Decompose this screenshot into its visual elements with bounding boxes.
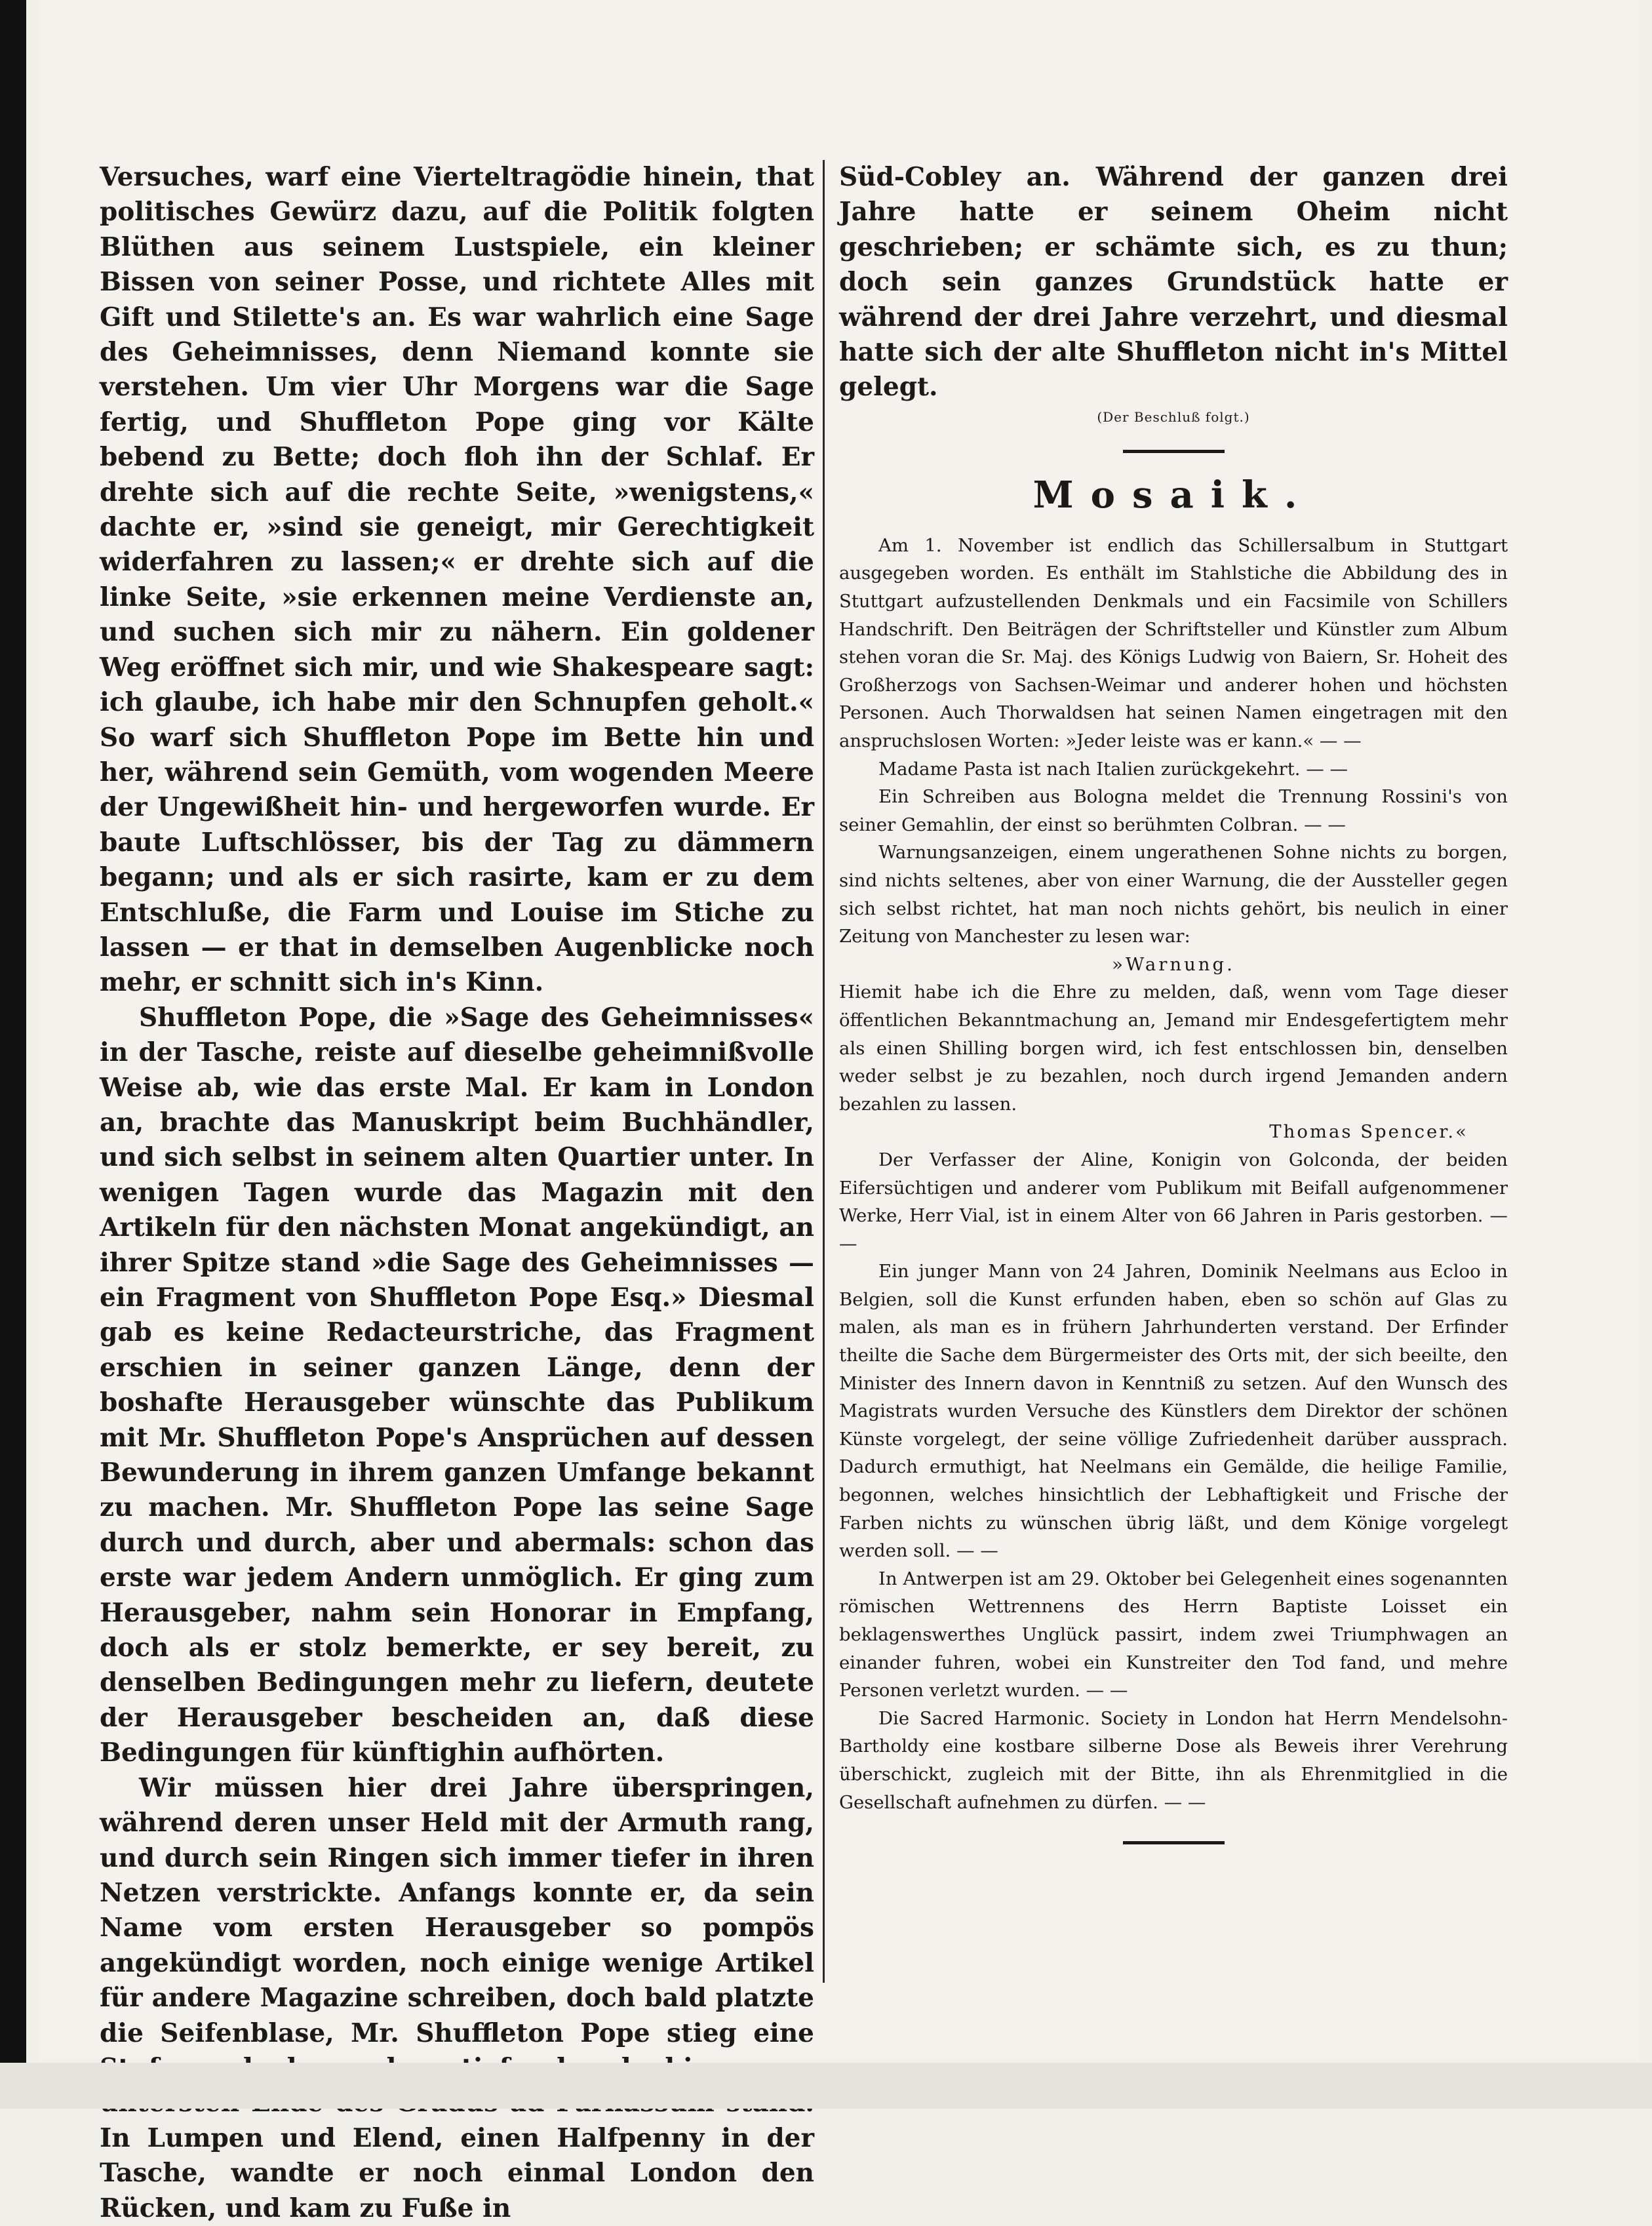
mosaik-item-5: Der Verfasser der Aline, Konigin von Golconda, der beiden Eifersüchtigen und anderer vom Publikum mit Beifall aufgenommener Werke, Herr Vial, ist in einem Alter von 66 Jahren in Paris gestorben. — — (839, 1149, 1508, 1254)
right-column (839, 160, 1508, 1844)
section-rule-top (1123, 450, 1225, 453)
section-rule-bottom (1123, 1841, 1225, 1844)
mosaik-item-8: Die Sacred Harmonic. Society in London hat Herrn Mendelsohn-Bartholdy eine kostbare silberne Dose als Beweis ihrer Verehrung überschickt, zugleich mit der Bitte, ihn als Ehrenmitglied in die Gesellschaft aufnehmen zu dürfen. — — (839, 1707, 1508, 1813)
mosaik-item-6: Ein junger Mann von 24 Jahren, Dominik Neelmans aus Ecloo in Belgien, soll die Kunst erfunden haben, eben so schön auf Glas zu malen, als man es in frühern Jahrhunderten verstand. Der Erfinder theilte die Sache dem Bürgermeister des Orts mit, der sich beeilte, den Minister des Innern davon in Kenntniß zu setzen. Auf den Wunsch des Magistrats wurden Versuche des Künstlers dem Direktor der schönen Künste vorgelegt, der seine völlige Zufriedenheit darüber aussprach. Dadurch ermuthigt, hat Neelmans ein Gemälde, die heilige Familie, begonnen, welches hinsichtlich der Lebhaftigkeit und Frische der Farben nichts zu wünschen übrig läßt, und dem Könige vorgelegt werden soll. — — (839, 1261, 1508, 1562)
story-paragraph-3: Wir müssen hier drei Jahre überspringen, während deren unser Held mit der Armuth rang, und durch sein Ringen sich immer tiefer in ihren Netzen verstrickte. Anfangs konnte er, da sein Name vom ersten Herausgeber so pompös angekündigt worden, noch einige wenige Artikel für andere Magazine schreiben, doch bald platzte die Seifenblase, Mr. Shuffleton Pope stieg eine In Lumpen und Elend, einen Halfpenny in der Tasche, wandte er noch einmal London den Rücken, und kam zu Fuße in (100, 1772, 814, 2223)
scan-edge-left (0, 0, 26, 2109)
section-title: Mosaik. (1032, 473, 1314, 517)
warning-signature: Thomas Spencer.« (1269, 1121, 1468, 1143)
column-divider (823, 160, 825, 1983)
mosaik-item-2: Madame Pasta ist nach Italien zurückgekehrt. — — (878, 758, 1348, 780)
story-end-paragraph: Süd-Cobley an. Während der ganzen drei Jahre hatte er seinem Oheim nicht geschrieben; er schämte sich, es zu thun; doch sein ganzes Grundstück hatte er während der drei Jahre verzehrt, und diesmal hatte sich der alte Shuffleton nicht in's Mittel gelegt. (839, 162, 1508, 403)
continuation-note: (Der Beschluß folgt.) (1097, 408, 1250, 425)
story-paragraph-2: Shuffleton Pope, die »Sage des Geheimnisses« in der Tasche, reiste auf dieselbe geheimnißvolle Weise ab, wie das erste Mal. Er kam in London an, brachte das Manuskript beim Buchhändler, und sich selbst in seinem alten Quartier unter. In wenigen Tagen wurde das Magazin mit den Artikeln für den nächsten Monat angekündigt, an ihrer Spitze stand »die Sage des Geheimnisses — ein Fragment von Shuffleton Pope Esq.» Diesmal gab es keine Redacteurstriche, das Fragment erschien in seiner ganzen Länge, denn der boshafte Herausgeber wünschte das Publikum mit Mr. Shuffleton Pope's Ansprüchen auf dessen Bewunderung in ihrem ganzen Umfange bekannt zu machen. Mr. Shuffleton Pope las seine Sage durch und durch, aber und abermals: schon das erste war jedem Andern unmöglich. Er ging zum Herausgeber, nahm sein Honorar in Empfang, doch als er stolz bemerkte, er sey bereit, zu denselben Bedingungen mehr zu liefern, deutete der Herausgeber bescheiden an, daß diese Bedingungen für künftighin aufhörten. (100, 1002, 814, 1768)
left-column (100, 160, 814, 2226)
warning-title: »Warnung. (1112, 953, 1235, 975)
mosaik-item-1: Am 1. November ist endlich das Schillersalbum in Stuttgart ausgegeben worden. Es enthält im Stahlstiche die Abbildung des in Stuttgart aufzustellenden Denkmals und ein Facsimile von Schillers Handschrift. Den Beiträgen der Schriftsteller und Künstler zum Album stehen voran die Sr. Maj. des Königs Ludwig von Baiern, Sr. Hoheit des Großherzogs von Sachsen-Weimar und anderer hohen und höchsten Personen. Auch Thorwaldsen hat seinen Namen eingetragen mit den anspruchslosen Worten: »Jeder leiste was er kann.« — — (839, 534, 1508, 751)
warning-text: Hiemit habe ich die Ehre zu melden, daß, wenn vom Tage dieser öffentlichen Bekanntmachung an, Jemand mir Endesgefertigtem mehr als einen Shilling borgen wird, ich fest entschlossen bin, denselben weder selbst je zu bezahlen, noch durch irgend Jemanden andern bezahlen zu lassen. (839, 982, 1508, 1115)
scan-edge-bottom (0, 2063, 1652, 2109)
mosaik-items (839, 532, 1508, 1816)
mosaik-item-7: In Antwerpen ist am 29. Oktober bei Gelegenheit eines sogenannten römischen Wettrennens des Herrn Baptiste Loisset ein beklagenswerthes Unglück passirt, indem zwei Triumphwagen an einander fuhren, wobei ein Kunstreiter den Tod fand, und mehre Personen verletzt wurden. — — (839, 1568, 1508, 1701)
mosaik-item-4: Warnungsanzeigen, einem ungerathenen Sohne nichts zu borgen, sind nichts seltenes, aber von einer Warnung, die der Aussteller gegen sich selbst richtet, hat man noch nichts gehört, bis neulich in einer Zeitung von Manchester zu lesen war: (839, 842, 1508, 947)
story-paragraph-1: Versuches, warf eine Vierteltragödie hinein, that politisches Gewürz dazu, auf die Politik folgten Blüthen aus seinem Lustspiele, ein kleiner Bissen von seiner Posse, und richtete Alles mit Gift und Stilette's an. Es war wahrlich eine Sage des Geheimnisses, denn Niemand konnte sie verstehen. Um vier Uhr Morgens war die Sage fertig, und Shuffleton Pope ging vor Kälte bebend zu Bette; doch floh ihn der Schlaf. Er drehte sich auf die rechte Seite, »wenigstens,« dachte er, »sind sie geneigt, mir Gerechtigkeit widerfahren zu lassen;« er drehte sich auf die linke Seite, »sie erkennen meine Verdienste an, und suchen sich mir zu nähern. Ein goldener Weg eröffnet sich mir, und wie Shakespeare sagt: ich glaube, ich habe mir den Schnupfen geholt.« So warf sich Shuffleton Pope im Bette hin und her, während sein Gemüth, vom wogenden Meere der Ungewißheit hin- und hergeworfen wurde. Er baute Luftschlösser, bis der Tag zu dämmern begann; und als er sich rasirte, kam er zu dem Entschluße, die Farm und Louise im Stiche zu lassen — er that in demselben Augenblicke noch mehr, er schnitt sich in's Kinn. (100, 162, 814, 998)
newspaper-page (39, 0, 1639, 2223)
mosaik-item-3: Ein Schreiben aus Bologna meldet die Trennung Rossini's von seiner Gemahlin, der einst so berühmten Colbran. — — (839, 786, 1508, 835)
